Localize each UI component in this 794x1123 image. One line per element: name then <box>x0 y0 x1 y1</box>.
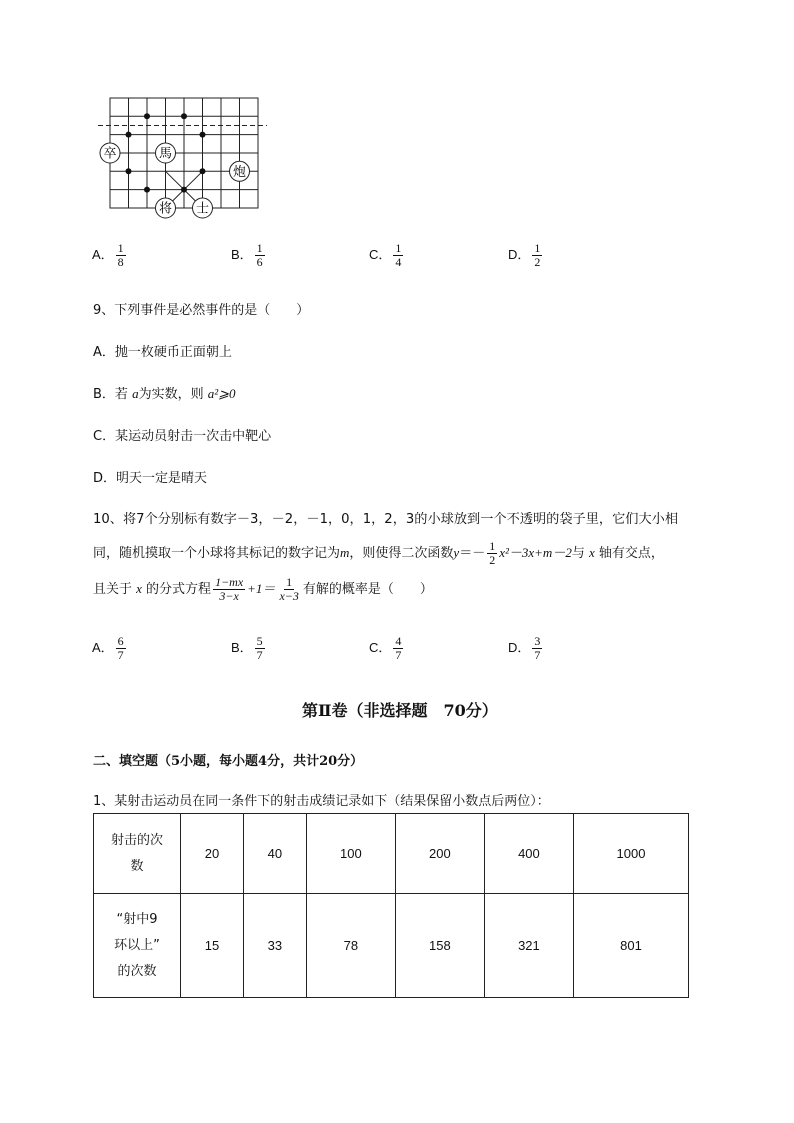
q10-option-c[interactable]: C． $\frac{4}{7}$ <box>369 634 402 662</box>
fraction: $\frac{5}{7}$ <box>256 634 263 662</box>
shooting-record-table <box>93 813 689 998</box>
option-label: B． <box>231 247 253 262</box>
fraction: $\frac{1}{2}$ <box>534 241 541 269</box>
table-cell: 100 <box>306 814 395 894</box>
fraction: $\frac{3}{7}$ <box>534 634 541 662</box>
svg-text:馬: 馬 <box>158 146 173 162</box>
table-cell: 801 <box>573 894 688 998</box>
q8-option-a[interactable] <box>92 242 128 269</box>
piece-general <box>156 198 176 218</box>
fraction: $\frac{1}{6}$ <box>256 241 263 269</box>
piece-soldier <box>100 143 120 163</box>
inequality: a²⩾0 <box>207 386 236 401</box>
table-row-header: “射中9 环以上” 的次数 <box>94 894 181 998</box>
q10-option-d[interactable]: D． $\frac{3}{7}$ <box>508 634 541 662</box>
table-cell: 20 <box>181 814 244 894</box>
q8-option-d[interactable] <box>508 242 544 269</box>
q8-option-c[interactable] <box>369 242 405 269</box>
q8-option-b[interactable] <box>231 242 267 269</box>
svg-text:士: 士 <box>195 201 210 217</box>
fraction: $\frac{6}{7}$ <box>117 634 124 662</box>
fraction: $\frac{1}{2}$ <box>489 539 496 567</box>
q1-stem: 1、某射击运动员在同一条件下的射击成绩记录如下（结果保留小数点后两位）： <box>93 794 550 809</box>
chess-board-figure <box>95 92 270 220</box>
table-cell: 15 <box>181 894 244 998</box>
option-label: C． <box>369 247 392 262</box>
fraction: $\frac{1}{4}$ <box>395 241 402 269</box>
table-cell: 1000 <box>573 814 688 894</box>
fraction: $\frac{1}{x-3}$ <box>279 575 299 603</box>
table-cell: 33 <box>243 894 306 998</box>
svg-text:将: 将 <box>158 201 173 217</box>
option-label: A． <box>92 247 114 262</box>
part2-title: 第Ⅱ卷（非选择题 70分） <box>302 701 498 720</box>
table-cell: 200 <box>395 814 484 894</box>
q10-option-a[interactable]: A． $\frac{6}{7}$ <box>92 634 124 662</box>
section-heading: 二、填空题（5小题，每小题4分，共计20分） <box>93 754 364 769</box>
q10-stem-line3: 且关于 x 的分式方程 $\frac{1-mx}{3-x}$ +1＝ $\frac{1}{x-3}$ 有解的概率是（ ） <box>93 575 433 603</box>
table-row-header: 射击的次 数 <box>94 814 181 894</box>
q9-option-d[interactable]: D．明天一定是晴天 <box>93 471 208 486</box>
table-row <box>94 894 689 998</box>
q10-stem-line2: 同，随机摸取一个小球将其标记的数字记为m，则使得二次函数y＝－ $\frac{1}{2}$ x²－3x+m－2与 x 轴有交点， <box>93 539 664 567</box>
q9-option-a[interactable]: A．抛一枚硬币正面朝上 <box>93 345 232 360</box>
svg-text:炮: 炮 <box>232 164 247 180</box>
piece-cannon <box>230 161 250 181</box>
table-cell: 78 <box>306 894 395 998</box>
piece-horse <box>156 143 176 163</box>
q9-option-b[interactable]: B．若 a为实数，则 a²⩾0 <box>93 386 236 402</box>
table-cell: 158 <box>395 894 484 998</box>
table-row <box>94 814 689 894</box>
option-label: D． <box>508 247 531 262</box>
piece-advisor <box>193 198 213 218</box>
svg-text:卒: 卒 <box>103 146 117 162</box>
fraction: $\frac{1}{8}$ <box>117 241 124 269</box>
q10-stem-line1: 10、将7个分别标有数字－3，－2，－1，0，1，2，3的小球放到一个不透明的袋子里，它们大小相 <box>93 512 679 527</box>
table-cell: 40 <box>243 814 306 894</box>
table-cell: 400 <box>484 814 573 894</box>
fraction: $\frac{1-mx}{3-x}$ <box>215 575 244 603</box>
q9-stem: 9、下列事件是必然事件的是（ ） <box>93 303 310 318</box>
q10-option-b[interactable]: B． $\frac{5}{7}$ <box>231 634 263 662</box>
table-cell: 321 <box>484 894 573 998</box>
fraction: $\frac{4}{7}$ <box>395 634 402 662</box>
q9-option-c[interactable]: C．某运动员射击一次击中靶心 <box>93 429 272 444</box>
